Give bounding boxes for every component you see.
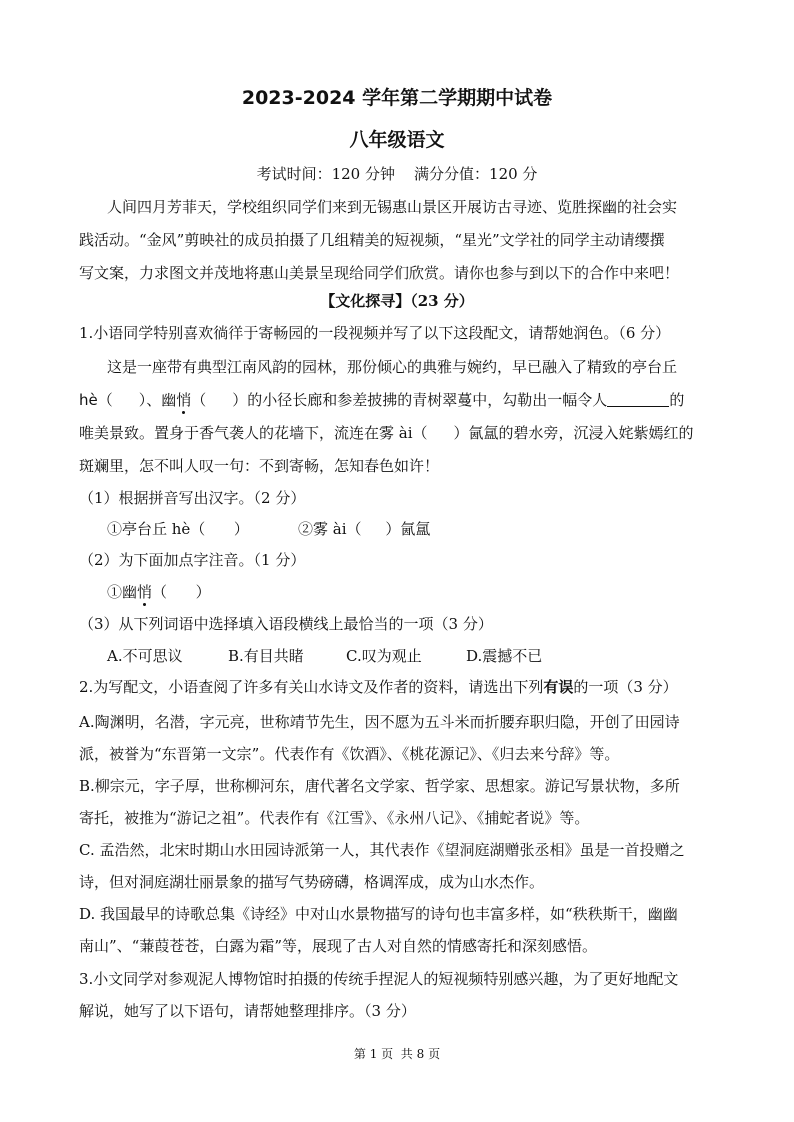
intro-line: 人间四月芳菲天，学校组织同学们来到无锡惠山景区开展访古寻迹、览胜探幽的社会实	[107, 198, 678, 216]
q1-subquestion: （3）从下列词语中选择填入语段横线上最恰当的一项（3 分）	[79, 615, 493, 633]
option-c: C.叹为观止	[346, 647, 422, 665]
q1-sub1-item: ①亭台丘 hè（ ）	[107, 520, 249, 538]
sub2-item-text: （ ）	[152, 583, 211, 601]
option-a: A.不可思议	[107, 647, 183, 665]
q2-option-line: A.陶渊明，名潜，字元亮，世称靖节先生，因不愿为五斗米而折腰弃职归隐，开创了田园诗	[79, 713, 680, 731]
pinyin-blank: hè（	[79, 391, 113, 409]
q2-option-line: B.柳宗元，字子厚，世称柳河东，唐代著名文学家、哲学家、思想家。游记写景状物，多所	[79, 777, 680, 795]
option-d: D.震撼不已	[466, 647, 543, 665]
question-2-stem	[79, 677, 678, 697]
passage-text: 唯美景致。置身于香气袭人的花墙下，流连在雾 ài（	[79, 424, 428, 442]
intro-line: 写文案，力求图文并茂地将惠山美景呈现给同学们欣赏。请你也参与到以下的合作中来吧！	[79, 264, 680, 282]
passage-text: （	[191, 391, 207, 409]
q1-passage-line	[79, 423, 694, 443]
q2-option-line: 派，被誉为“东晋第一文宗”。代表作有《饮酒》、《桃花源记》、《归去来兮辞》等。	[79, 745, 620, 763]
q1-sub2-item	[107, 582, 211, 602]
stem-text: 2.为写配文，小语查阅了许多有关山水诗文及作者的资料，请选出下列	[79, 678, 544, 696]
question-3-stem: 3.小文同学对参观泥人博物馆时拍摄的传统手捏泥人的短视频特别感兴趣，为了更好地配文	[79, 970, 679, 988]
q1-passage-line	[79, 390, 684, 410]
intro-line: 践活动。“金风”剪映社的成员拍摄了几组精美的短视频，“星光”文学社的同学主动请缨撰	[79, 231, 665, 249]
q1-passage-line: 斑斓里，怎不叫人叹一句：不到寄畅，怎知春色如许！	[79, 457, 440, 475]
dotted-character: 悄	[176, 391, 192, 409]
dotted-character: 悄	[137, 583, 153, 601]
stem-text: 的一项（3 分）	[573, 678, 678, 696]
question-3-stem: 解说，她写了以下语句，请帮她整理排序。（3 分）	[79, 1002, 416, 1020]
page-footer: 第 1 页 共 8 页	[353, 1047, 441, 1061]
sub2-item-text: ①幽	[107, 583, 138, 601]
q2-option-line: 诗，但对洞庭湖壮丽景象的描写气势磅礴，格调浑成，成为山水杰作。	[79, 873, 545, 891]
q2-option-line: 寄托，被推为“游记之祖”。代表作有《江雪》、《永州八记》、《捕蛇者说》等。	[79, 809, 590, 827]
q1-passage-line: 这是一座带有典型江南风韵的园林，那份倾心的典雅与婉约，早已融入了精致的亭台丘	[107, 358, 678, 376]
answer-blank[interactable]	[607, 392, 669, 407]
sub1-item-text: ②雾 ài（ ）	[298, 520, 401, 538]
exam-subtitle: 八年级语文	[349, 129, 445, 151]
q2-option-line: 南山”、“蒹葭苍苍，白露为霜”等，展现了古人对自然的情感寄托和深刻感悟。	[79, 937, 598, 955]
q1-sub1-item	[298, 519, 430, 539]
q2-option-line: C. 孟浩然，北宋时期山水田园诗派第一人，其代表作《望洞庭湖赠张丞相》虽是一首投赠之	[79, 841, 685, 859]
exam-info: 考试时间：120 分钟 满分分值：120 分	[256, 165, 538, 183]
passage-text: ）氤氲的碧水旁，沉浸入姹紫嫣红的	[453, 424, 694, 442]
question-1-stem: 1.小语同学特别喜欢徜徉于寄畅园的一段视频并写了以下这段配文，请帮她润色。（6 分）	[79, 324, 671, 342]
q1-subquestion: （1）根据拼音写出汉字。（2 分）	[79, 489, 306, 507]
emphasis-text: 有误	[543, 678, 574, 696]
q1-subquestion: （2）为下面加点字注音。（1 分）	[79, 551, 306, 569]
option-b: B.有目共睹	[228, 647, 304, 665]
passage-text: ）、幽	[138, 391, 177, 409]
exam-title: 2023-2024 学年第二学期期中试卷	[241, 87, 553, 109]
passage-text: ）的小径长廊和参差披拂的青树翠蔓中，勾勒出一幅令人	[232, 391, 608, 409]
section-heading: 【文化探寻】（23 分）	[320, 292, 474, 310]
passage-text: 的	[669, 391, 685, 409]
sub1-item-text: 氤氲	[400, 520, 431, 538]
q2-option-line: D. 我国最早的诗歌总集《诗经》中对山水景物描写的诗句也丰富多样，如“秩秩斯干，幽幽	[79, 905, 678, 923]
